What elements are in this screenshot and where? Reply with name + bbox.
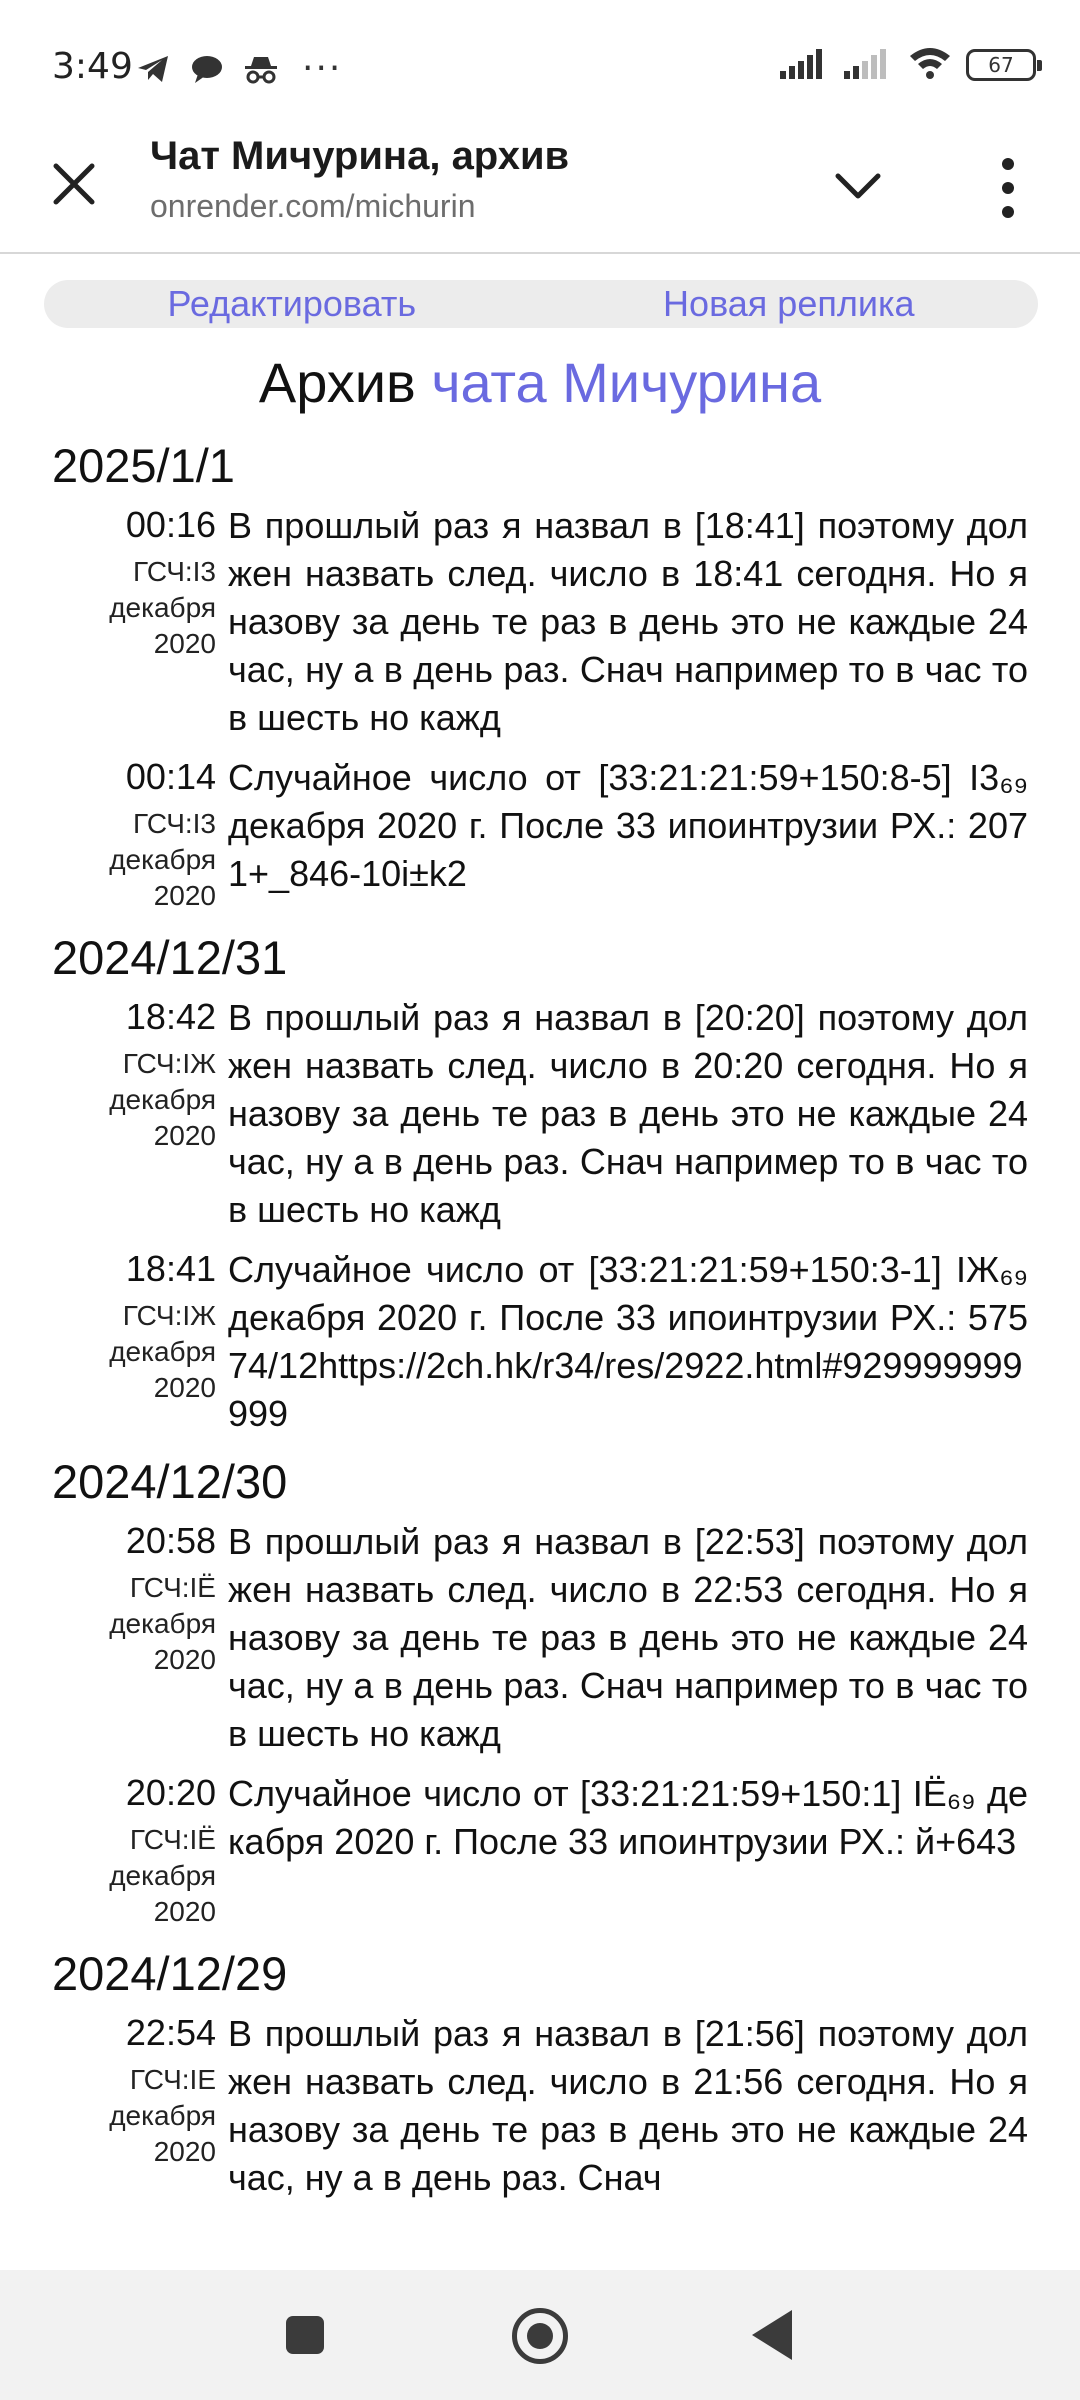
message-month: декабря [109, 1608, 216, 1639]
message-gsch: ГСЧ:ІЕ [129, 2064, 216, 2095]
new-reply-link[interactable]: Новая реплика [663, 283, 915, 324]
message-meta [52, 1246, 228, 1438]
battery-icon [966, 49, 1036, 81]
message-text: В прошлый раз я назвал в [20:20] поэтому должен назвать след. число в 20:20 сегодня. Но я назову за день те раз в день это не каждые 24 час, ну а в день раз. Снач например то в час то в шесть но кажд [228, 997, 1028, 1230]
back-icon[interactable] [752, 2310, 792, 2360]
message-month: декабря [109, 844, 216, 875]
message-time[interactable]: 00:16 [125, 504, 216, 545]
browser-toolbar [0, 130, 1080, 254]
message-year: 2020 [153, 880, 216, 911]
page-url[interactable]: onrender.com/michurin [150, 188, 476, 224]
page-title-toolbar: Чат Мичурина, архив [150, 134, 570, 178]
message-text: В прошлый раз я назвал в [18:41] поэтому должен назвать след. число в 18:41 сегодня. Но я назову за день те раз в день это не каждые 24 час, ну а в день раз. Снач например то в час то в шесть но кажд [228, 505, 1028, 738]
wifi-icon [908, 46, 952, 84]
message-year: 2020 [153, 628, 216, 659]
message-row [52, 502, 1032, 742]
message-gsch: ГСЧ:І3 [133, 556, 216, 587]
message-month: декабря [109, 1084, 216, 1115]
system-icons [780, 46, 1036, 84]
message-time[interactable]: 00:14 [125, 756, 216, 797]
message-row [52, 994, 1032, 1234]
message-meta [52, 2010, 228, 2202]
message-row [52, 1246, 1032, 1438]
message-meta [52, 1770, 228, 1930]
date-heading: 2024/12/30 [52, 1455, 288, 1508]
message-time[interactable]: 20:20 [125, 1772, 216, 1813]
message-year: 2020 [153, 1372, 216, 1403]
message-row [52, 754, 1032, 914]
message-text: Случайное число от [33:21:21:59+150:3-1] ІЖ₆₉ декабря 2020 г. После 33 ипоинтрузии РХ.: 57574/12https://2ch.hk/r34/res/2922.html#929999999999 [228, 1249, 1028, 1434]
message-text: Случайное число от [33:21:21:59+150:8-5] І3₆₉ декабря 2020 г. После 33 ипоинтрузии РХ.: 2071+_846-10i±k2 [228, 757, 1028, 894]
message-time[interactable]: 18:41 [125, 1248, 216, 1289]
edit-link[interactable]: Редактировать [167, 283, 417, 324]
message-month: декабря [109, 1336, 216, 1367]
message-gsch: ГСЧ:І3 [133, 808, 216, 839]
signal-icon [780, 47, 830, 83]
page-title [0, 350, 1080, 415]
message-gsch: ГСЧ:ІЁ [129, 1572, 216, 1603]
navigation-bar [0, 2270, 1080, 2400]
status-time: 3:49 [52, 46, 133, 87]
message-gsch: ГСЧ:ІЁ [129, 1824, 216, 1855]
message-month: декабря [109, 592, 216, 623]
battery-level: 67 [988, 53, 1014, 77]
message-time[interactable]: 22:54 [125, 2012, 216, 2053]
recents-icon[interactable] [286, 2316, 324, 2354]
message-meta [52, 502, 228, 742]
action-bar [44, 280, 1038, 328]
message-feed [52, 428, 1032, 2214]
message-year: 2020 [153, 1896, 216, 1927]
message-month: декабря [109, 1860, 216, 1891]
more-dots-icon: ··· [302, 48, 343, 89]
message-month: декабря [109, 2100, 216, 2131]
message-row [52, 2010, 1032, 2202]
chevron-down-icon[interactable] [830, 164, 886, 210]
message-text: В прошлый раз я назвал в [21:56] поэтому должен назвать след. число в 21:56 сегодня. Но я назову за день те раз в день это не каждые 24 час, ну а в день раз. Снач [228, 2013, 1028, 2198]
status-bar [0, 0, 1080, 130]
chat-bubble-icon [188, 52, 226, 86]
message-row [52, 1518, 1032, 1758]
telegram-icon [134, 52, 172, 86]
message-time[interactable]: 20:58 [125, 1520, 216, 1561]
date-heading: 2024/12/29 [52, 1947, 288, 2000]
close-icon[interactable] [46, 156, 102, 212]
message-gsch: ГСЧ:ІЖ [122, 1048, 216, 1079]
date-heading: 2025/1/1 [52, 439, 235, 492]
message-meta [52, 754, 228, 914]
message-year: 2020 [153, 1644, 216, 1675]
message-text: В прошлый раз я назвал в [22:53] поэтому должен назвать след. число в 22:53 сегодня. Но я назову за день те раз в день это не каждые 24 час, ну а в день раз. Снач например то в час то в шесть но кажд [228, 1521, 1028, 1754]
message-row [52, 1770, 1032, 1930]
home-icon[interactable] [512, 2308, 568, 2364]
message-meta [52, 994, 228, 1234]
message-time[interactable]: 18:42 [125, 996, 216, 1037]
incognito-icon [242, 52, 280, 86]
chat-link[interactable]: чата Мичурина [431, 351, 822, 414]
notification-icons [134, 48, 342, 89]
overflow-menu-icon[interactable] [988, 152, 1028, 224]
date-heading: 2024/12/31 [52, 931, 288, 984]
message-year: 2020 [153, 2136, 216, 2167]
message-meta [52, 1518, 228, 1758]
message-text: Случайное число от [33:21:21:59+150:1] ІЁ₆₉ декабря 2020 г. После 33 ипоинтрузии РХ.: й+643 [228, 1773, 1028, 1862]
message-year: 2020 [153, 1120, 216, 1151]
page-title-prefix: Архив [258, 351, 416, 414]
signal-weak-icon [844, 47, 894, 83]
page-content [0, 256, 1080, 2250]
message-gsch: ГСЧ:ІЖ [122, 1300, 216, 1331]
